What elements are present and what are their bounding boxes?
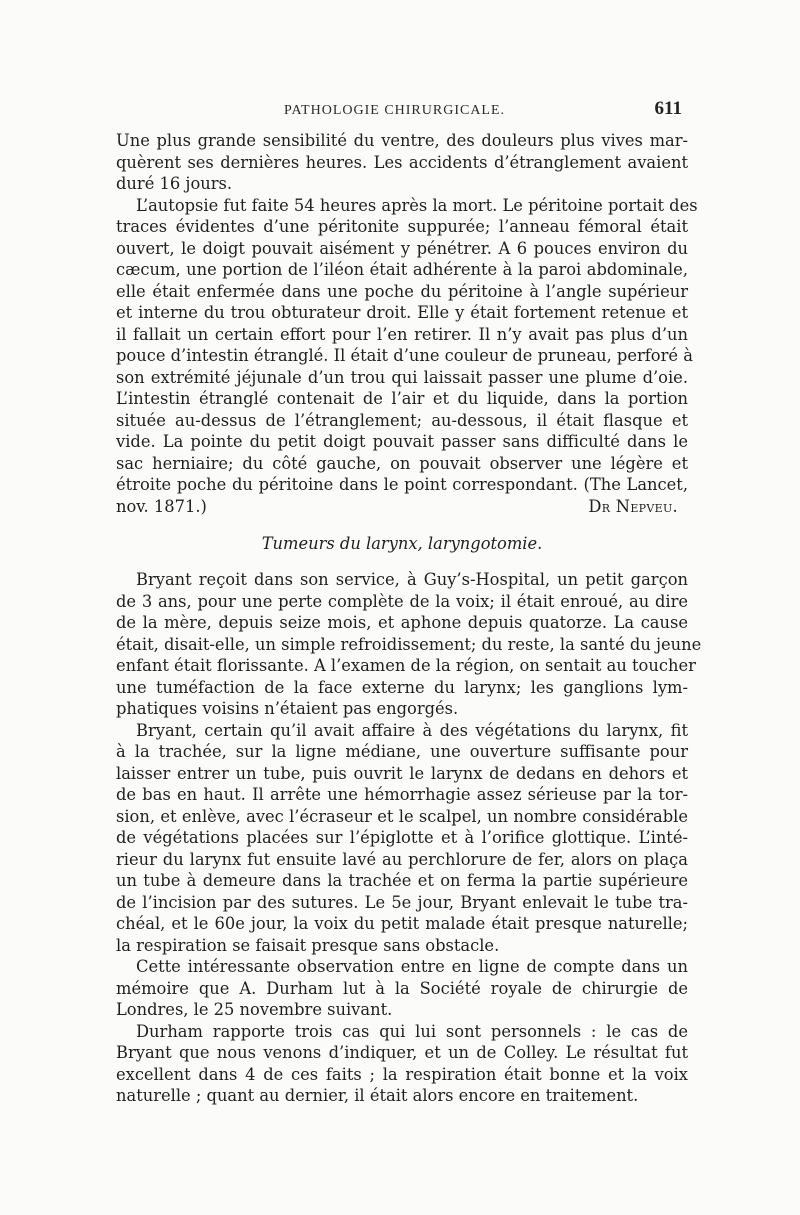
text-line: de 3 ans, pour une perte complète de la voix; il était enroué, au dire (116, 591, 688, 611)
text-line: et interne du trou obturateur droit. Elle y était fortement retenue et (116, 303, 688, 322)
paragraph-3 (116, 569, 702, 720)
paragraph-5 (116, 956, 688, 1021)
text-line: Bryant, certain qu’il avait affaire à des végétations du larynx, fit (136, 720, 688, 740)
text-line: enfant était florissante. A l’examen de la région, on sentait au toucher (116, 656, 696, 675)
signature-line (116, 496, 688, 518)
text-line: située au-dessus de l’étranglement; au-dessous, il était flasque et (116, 410, 688, 430)
text-line: un tube à demeure dans la trachée et on ferma la partie supérieure (116, 871, 688, 890)
text-line: de végétations placées sur l’épiglotte et à l’orifice glottique. L’inté- (116, 828, 688, 847)
text-line: sac herniaire; du côté gauche, on pouvait observer une légère et (116, 453, 688, 473)
text-line: était, disait-elle, un simple refroidissement; du reste, la santé du jeune (116, 634, 702, 654)
section-title: Tumeurs du larynx, laryngotomie. (261, 534, 543, 553)
text-line: Bryant que nous venons d’indiquer, et un de Colley. Le résultat fut (116, 1043, 688, 1062)
text-line: Cette intéressante observation entre en ligne de compte dans un (136, 957, 688, 976)
text-line: rieur du larynx fut ensuite lavé au perchlorure de fer, alors on plaça (116, 849, 688, 869)
text-line: quèrent ses dernières heures. Les accidents d’étranglement avaient (116, 152, 688, 172)
text-line: chéal, et le 60e jour, la voix du petit malade était presque naturelle; (116, 914, 688, 933)
text-line: étroite poche du péritoine dans le point correspondant. (The Lancet, (116, 475, 688, 494)
text-line: L’autopsie fut faite 54 heures après la mort. Le péritoine portait des (136, 195, 698, 215)
text-line: son extrémité jéjunale d’un trou qui laissait passer une plume d’oie. (116, 367, 688, 387)
text-line: ouvert, le doigt pouvait aisément y pénétrer. A 6 pouces environ du (116, 238, 688, 258)
page-header (112, 98, 682, 124)
text-line: la respiration se faisait presque sans obstacle. (116, 935, 500, 955)
author-signature: Dr Nepveu. (588, 496, 678, 516)
running-head: PATHOLOGIE CHIRURGICALE. (284, 103, 506, 118)
body-text (116, 130, 702, 1107)
text-line: de la mère, depuis seize mois, et aphone depuis quatorze. La cause (116, 613, 688, 632)
text-line: vide. La pointe du petit doigt pouvait passer sans difficulté dans le (116, 432, 688, 451)
text-line: traces évidentes d’une péritonite suppurée; l’anneau fémoral était (116, 217, 688, 236)
text-line: de bas en haut. Il arrête une hémorrhagie assez sérieuse par la tor- (116, 785, 688, 804)
text-line: elle était enfermée dans une poche du péritoine à l’angle supérieur (116, 281, 688, 301)
text-line: mémoire que A. Durham lut à la Société royale de chirurgie de (116, 978, 688, 998)
text-line: Bryant reçoit dans son service, à Guy’s-Hospital, un petit garçon (136, 570, 688, 589)
text-line: une tuméfaction de la face externe du larynx; les ganglions lym- (116, 677, 688, 697)
text-line: Une plus grande sensibilité du ventre, des douleurs plus vives mar- (116, 131, 688, 150)
text-line: duré 16 jours. (116, 174, 233, 193)
text-line: naturelle ; quant au dernier, il était alors encore en traitement. (116, 1086, 639, 1105)
paragraph-2 (116, 195, 698, 518)
text-line: à la trachée, sur la ligne médiane, une ouverture suffisante pour (116, 742, 688, 761)
paragraph-1 (116, 130, 688, 195)
text-line: de l’incision par des sutures. Le 5e jour, Bryant enlevait le tube tra- (116, 892, 688, 912)
text-line: laisser entrer un tube, puis ouvrit le larynx de dedans en dehors et (116, 763, 688, 783)
text-line: sion, et enlève, avec l’écraseur et le scalpel, un nombre considérable (116, 806, 688, 826)
paragraph-4 (116, 720, 688, 957)
page-number: 611 (654, 98, 682, 119)
text-line: phatiques voisins n’étaient pas engorgés. (116, 699, 459, 718)
text-line: pouce d’intestin étranglé. Il était d’une couleur de pruneau, perforé à (116, 346, 693, 365)
text-line: Londres, le 25 novembre suivant. (116, 1000, 393, 1019)
text-line: L’intestin étranglé contenait de l’air et du liquide, dans la portion (116, 389, 688, 408)
citation-date: nov. 1871.) (116, 496, 207, 516)
text-line: excellent dans 4 de ces faits ; la respiration était bonne et la voix (116, 1064, 688, 1084)
text-line: cæcum, une portion de l’iléon était adhérente à la paroi abdominale, (116, 260, 688, 279)
paragraph-6 (116, 1021, 688, 1107)
text-line: Durham rapporte trois cas qui lui sont personnels : le cas de (136, 1021, 688, 1041)
text-line: il fallait un certain effort pour l’en retirer. Il n’y avait pas plus d’un (116, 324, 688, 344)
